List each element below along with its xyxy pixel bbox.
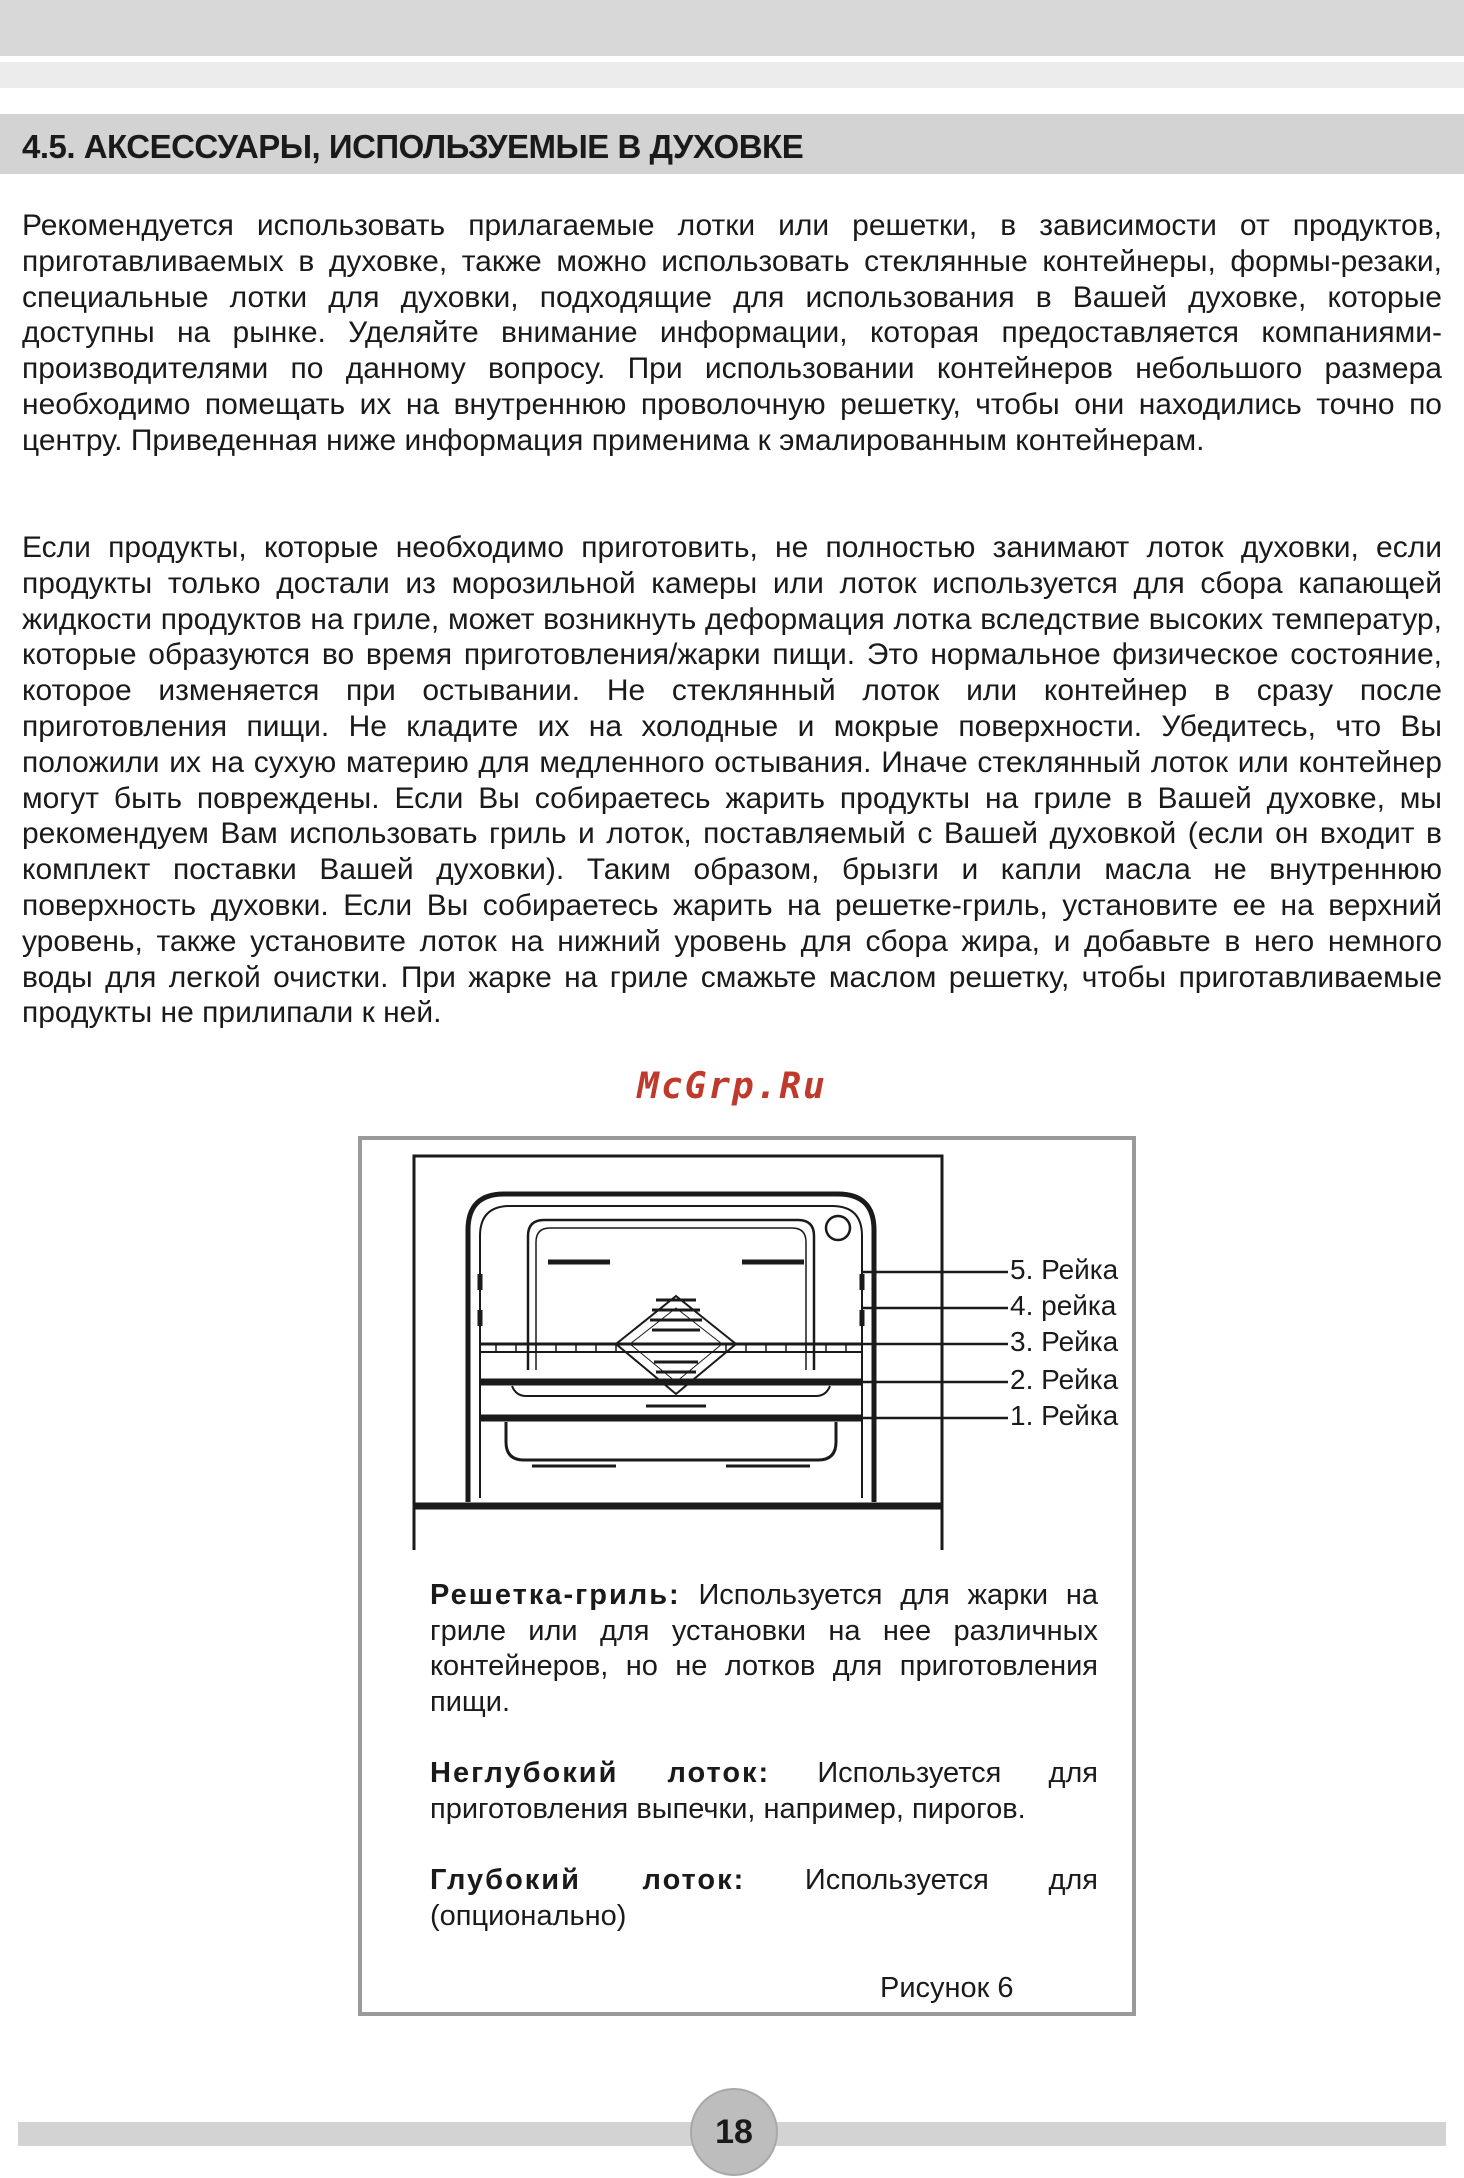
level-label-5: 5. Рейка (1010, 1254, 1119, 1285)
watermark: McGrp.Ru (637, 1066, 827, 1107)
grill-element (528, 1220, 814, 1370)
deep-tray-text: Используется для (опционально) (430, 1864, 1099, 1932)
grill-rack-text: Используется для жарки на гриле или для установки на нее различных контейнеров, но не лотков для приготовления пищи. (430, 1579, 1098, 1718)
header-band (0, 0, 1464, 56)
shallow-tray-title: Неглубокий лоток: (430, 1757, 771, 1789)
deep-tray-description (430, 1863, 1098, 1934)
level-label-2: 2. Рейка (1010, 1364, 1119, 1395)
grill-rack-title: Решетка-гриль: (430, 1579, 681, 1611)
page-number-badge (690, 2088, 778, 2176)
level-label-4: 4. рейка (1010, 1290, 1117, 1321)
deep-tray-title: Глубокий лоток: (430, 1864, 746, 1896)
figure-caption: Рисунок 6 (880, 1972, 1014, 2004)
shallow-tray-text: Используется для приготовления выпечки, например, пирогов. (430, 1757, 1098, 1825)
body-paragraph-2: Если продукты, которые необходимо приготовить, не полностью занимают лоток духовки, если продукты только достали из морозильной камеры или лоток используется для сбора капающей жидкости продуктов на гриле, может возникнуть деформация лотка вследствие высоких температур, которые образуются во время приготовления/жарки пищи. Это нормальное физическое состояние, которое изменяется при остывании. Не стеклянный лоток или контейнер в сразу после приготовления пищи. Не кладите их на холодные и мокрые поверхности. Убедитесь, что Вы положили их на сухую материю для медленного остывания. Иначе стеклянный лоток или контейнер могут быть повреждены. Если Вы собираетесь жарить продукты на гриле в Вашей духовке, мы рекомендуем Вам использовать гриль и лоток, поставляемый с Вашей духовкой (если он входит в комплект поставки Вашей духовки). Таким образом, брызги и капли масла не внутреннюю поверхность духовки. Если Вы собираетесь жарить на решетке-гриль, установите ее на верхний уровень, также установите лоток на нижний уровень для сбора жира, и добавьте в него немного воды для легкой очистки. При жарке на гриле смажьте маслом решетку, чтобы приготавливаемые продукты не прилипали к ней. (22, 531, 1442, 1030)
oven-lamp (826, 1216, 850, 1240)
grill-rack-description (430, 1578, 1098, 1720)
header-band-light (0, 62, 1464, 88)
shallow-tray-description (430, 1756, 1098, 1827)
oven-diagram (406, 1150, 1026, 1560)
section-title: 4.5. АКСЕССУАРЫ, ИСПОЛЬЗУЕМЫЕ В ДУХОВКЕ (22, 128, 804, 165)
page-number: 18 (715, 2112, 753, 2151)
body-paragraph-1: Рекомендуется использовать прилагаемые лотки или решетки, в зависимости от продуктов, приготавливаемых в духовке, также можно использовать стеклянные контейнеры, формы-резаки, специальные лотки для духовки, подходящие для использования в Вашей духовке, которые доступны на рынке. Уделяйте внимание информации, которая предоставляется компаниями-производителями по данному вопросу. При использовании контейнеров небольшого размера необходимо помещать их на внутреннюю проволочную решетку, чтобы они находились точно по центру. Приведенная ниже информация применима к эмалированным контейнерам. (22, 209, 1442, 457)
level-label-3: 3. Рейка (1010, 1326, 1119, 1357)
level-label-1: 1. Рейка (1010, 1400, 1119, 1431)
